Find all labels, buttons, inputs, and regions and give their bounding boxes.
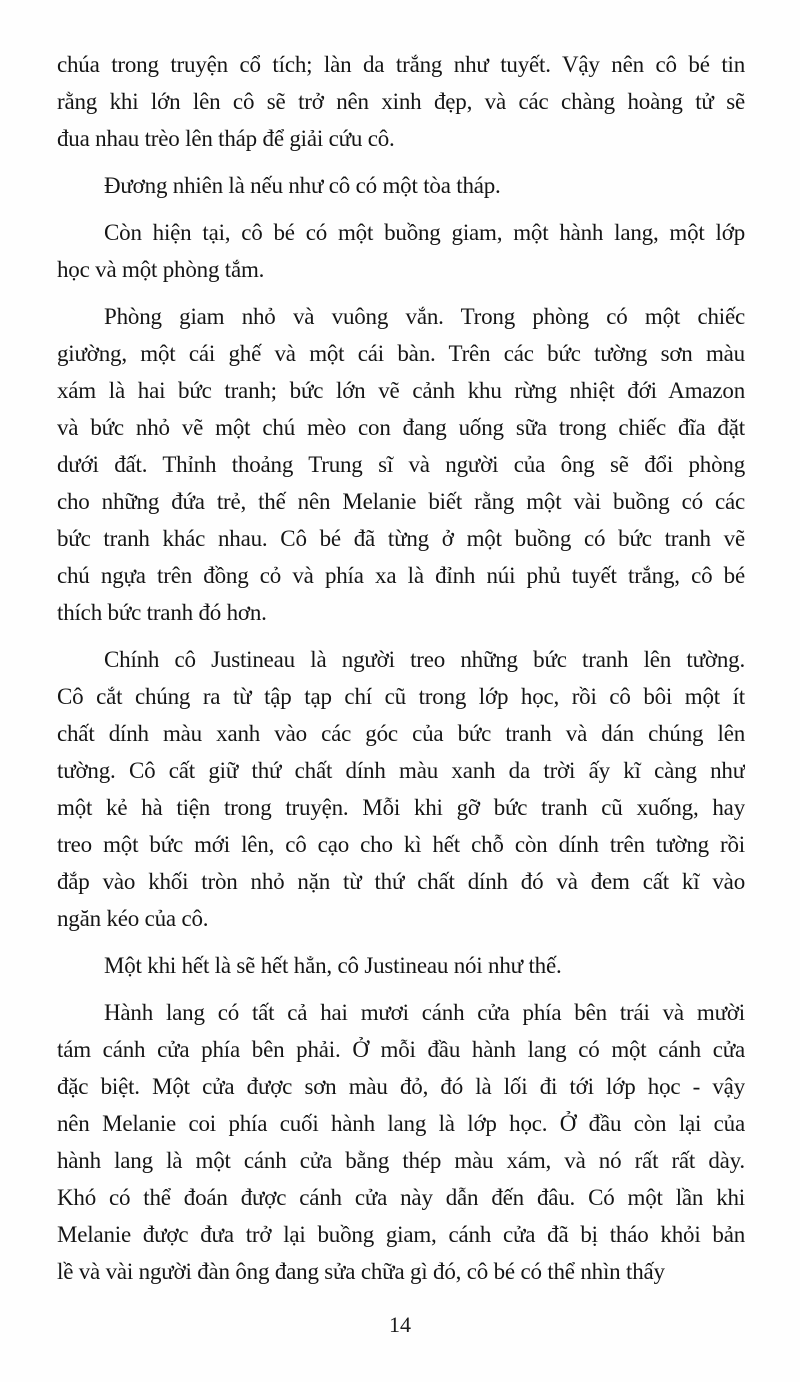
text-line: Khó có thể đoán được cánh cửa này dẫn đến đâu. Có một lần khi [57,1185,745,1210]
text-line: chúa trong truyện cổ tích; làn da trắng như tuyết. Vậy nên cô bé tin [57,52,745,77]
text-line: đặc biệt. Một cửa được sơn màu đỏ, đó là lối đi tới lớp học - vậy [57,1074,745,1099]
text-line: cho những đứa trẻ, thế nên Melanie biết rằng một vài buồng có các [57,489,745,514]
text-line: giường, một cái ghế và một cái bàn. Trên các bức tường sơn màu [57,341,745,366]
text-line: Melanie được đưa trở lại buồng giam, cánh cửa đã bị tháo khỏi bản [57,1222,745,1247]
text-line: treo một bức mới lên, cô cạo cho kì hết chỗ còn dính trên tường rồi [57,832,745,857]
text-line: Cô cắt chúng ra từ tập tạp chí cũ trong lớp học, rồi cô bôi một ít [57,684,745,709]
paragraph [57,641,745,937]
text-line: chất dính màu xanh vào các góc của bức tranh và dán chúng lên [57,721,745,746]
text-line: và bức nhỏ vẽ một chú mèo con đang uống sữa trong chiếc đĩa đặt [57,415,745,440]
text-line: tường. Cô cất giữ thứ chất dính màu xanh da trời ấy kĩ càng như [57,758,745,783]
paragraph [57,214,745,288]
text-line: Hành lang có tất cả hai mươi cánh cửa phía bên trái và mười [104,1000,745,1025]
paragraph [57,947,745,984]
paragraph [57,167,745,204]
text-line: học và một phòng tắm. [57,257,265,282]
text-line: Đương nhiên là nếu như cô có một tòa tháp. [104,173,501,198]
paragraph [57,994,745,1290]
text-line: dưới đất. Thỉnh thoảng Trung sĩ và người của ông sẽ đổi phòng [57,452,745,477]
text-line: hành lang là một cánh cửa bằng thép màu xám, và nó rất rất dày. [57,1148,745,1173]
text-line: chú ngựa trên đồng cỏ và phía xa là đỉnh núi phủ tuyết trắng, cô bé [57,563,745,588]
text-line: rằng khi lớn lên cô sẽ trở nên xinh đẹp, và các chàng hoàng tử sẽ [57,89,745,114]
text-line: một kẻ hà tiện trong truyện. Mỗi khi gỡ bức tranh cũ xuống, hay [57,795,745,820]
text-line: thích bức tranh đó hơn. [57,600,267,625]
text-line: nên Melanie coi phía cuối hành lang là lớp học. Ở đầu còn lại của [57,1111,745,1136]
page-text [57,46,745,1300]
text-line: lề và vài người đàn ông đang sửa chữa gì đó, cô bé có thể nhìn thấy [57,1259,665,1284]
paragraph [57,298,745,631]
text-line: Còn hiện tại, cô bé có một buồng giam, một hành lang, một lớp [104,220,745,245]
page-number: 14 [389,1312,411,1337]
text-line: Một khi hết là sẽ hết hẳn, cô Justineau nói như thế. [104,953,562,978]
text-line: đua nhau trèo lên tháp để giải cứu cô. [57,126,395,151]
text-line: Chính cô Justineau là người treo những bức tranh lên tường. [104,647,745,672]
text-line: Phòng giam nhỏ và vuông vắn. Trong phòng có một chiếc [104,304,745,329]
text-line: bức tranh khác nhau. Cô bé đã từng ở một buồng có bức tranh vẽ [57,526,745,551]
text-line: đắp vào khối tròn nhỏ nặn từ thứ chất dính đó và đem cất kĩ vào [57,869,745,894]
paragraph [57,46,745,157]
text-line: tám cánh cửa phía bên phải. Ở mỗi đầu hành lang có một cánh cửa [57,1037,745,1062]
text-line: xám là hai bức tranh; bức lớn vẽ cảnh khu rừng nhiệt đới Amazon [57,378,745,403]
text-line: ngăn kéo của cô. [57,906,209,931]
